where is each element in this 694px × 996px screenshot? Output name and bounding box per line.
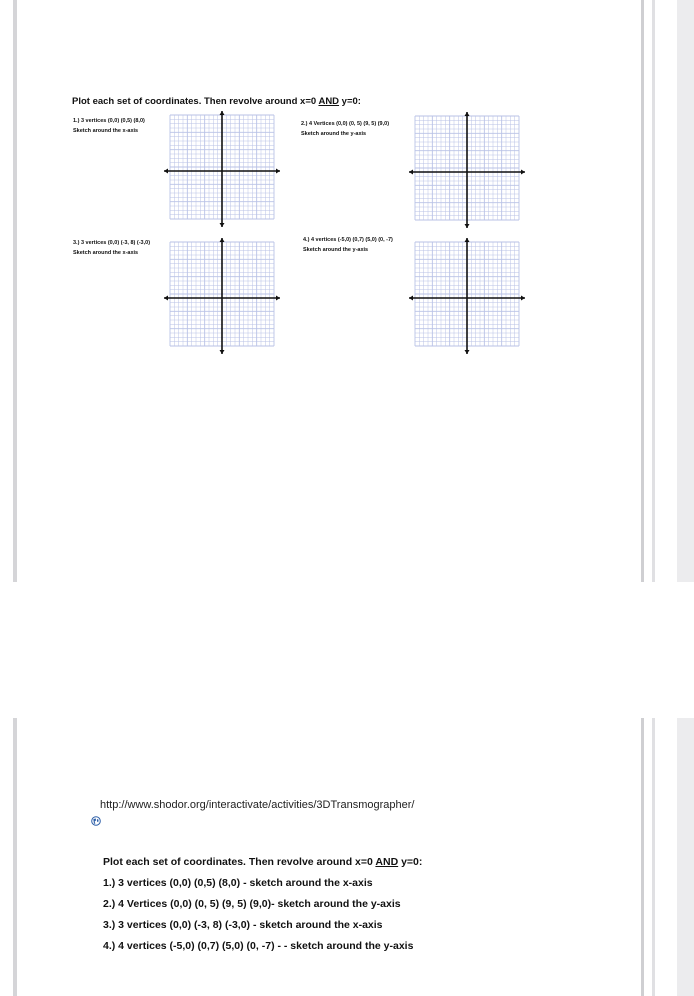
coordinate-list <box>103 852 422 957</box>
globe-icon[interactable] <box>91 816 101 826</box>
axis-arrow <box>465 350 470 354</box>
problem-3-label: 3.) 3 vertices (0,0) (-3, 8) (-3,0) Sketch around the x-axis <box>73 240 151 256</box>
axis-arrow <box>521 170 525 175</box>
axis-arrow <box>220 223 225 227</box>
page-edge-left <box>13 0 17 582</box>
coordinate-grid <box>409 238 525 354</box>
scroll-gutter[interactable] <box>677 0 694 582</box>
coordinate-grid <box>409 112 525 228</box>
graph-1 <box>164 111 280 227</box>
coordinate-grid <box>164 111 280 227</box>
list-item: 2.) 4 Vertices (0,0) (0, 5) (9, 5) (9,0)- sketch around the y-axis <box>103 898 401 910</box>
axis-arrow <box>164 296 168 301</box>
page2-edge-right-2 <box>652 718 655 996</box>
problem-1-label: 1.) 3 vertices (0,0) (0,5) (8,0) Sketch around the x-axis <box>73 118 145 134</box>
coordinate-grid <box>164 238 280 354</box>
axis-arrow <box>220 111 225 115</box>
axis-arrow <box>164 169 168 174</box>
page-edge-right <box>641 0 644 582</box>
axis-arrow <box>465 238 470 242</box>
problem-2-label: 2.) 4 Vertices (0,0) (0, 5) (9, 5) (9,0) Sketch around the y-axis <box>301 121 390 137</box>
graph-2 <box>409 112 525 228</box>
list-item: 3.) 3 vertices (0,0) (-3, 8) (-3,0) - sketch around the x-axis <box>103 919 383 931</box>
list-item: 1.) 3 vertices (0,0) (0,5) (8,0) - sketch around the x-axis <box>103 877 373 889</box>
axis-arrow <box>465 112 470 116</box>
axis-arrow <box>276 296 280 301</box>
page2-edge-left <box>13 718 17 996</box>
axis-arrow <box>220 350 225 354</box>
graph-3 <box>164 238 280 354</box>
axis-arrow <box>521 296 525 301</box>
page2-scroll-gutter[interactable] <box>677 718 694 996</box>
axis-arrow <box>409 296 413 301</box>
page-edge-right-2 <box>652 0 655 582</box>
axis-arrow <box>409 170 413 175</box>
page2-edge-right <box>641 718 644 996</box>
list-heading: Plot each set of coordinates. Then revolve around x=0 AND y=0: <box>103 856 423 868</box>
axis-arrow <box>220 238 225 242</box>
shodor-link[interactable]: http://www.shodor.org/interactivate/activities/3DTransmographer/ <box>100 799 415 811</box>
axis-arrow <box>465 224 470 228</box>
worksheet-title: Plot each set of coordinates. Then revolve around x=0 AND y=0: <box>72 96 361 107</box>
list-item: 4.) 4 vertices (-5,0) (0,7) (5,0) (0, -7) - - sketch around the y-axis <box>103 940 414 952</box>
problem-4-label: 4.) 4 vertices (-5,0) (0,7) (5,0) (0, -7) Sketch around the y-axis <box>303 237 393 253</box>
graph-4 <box>409 238 525 354</box>
axis-arrow <box>276 169 280 174</box>
